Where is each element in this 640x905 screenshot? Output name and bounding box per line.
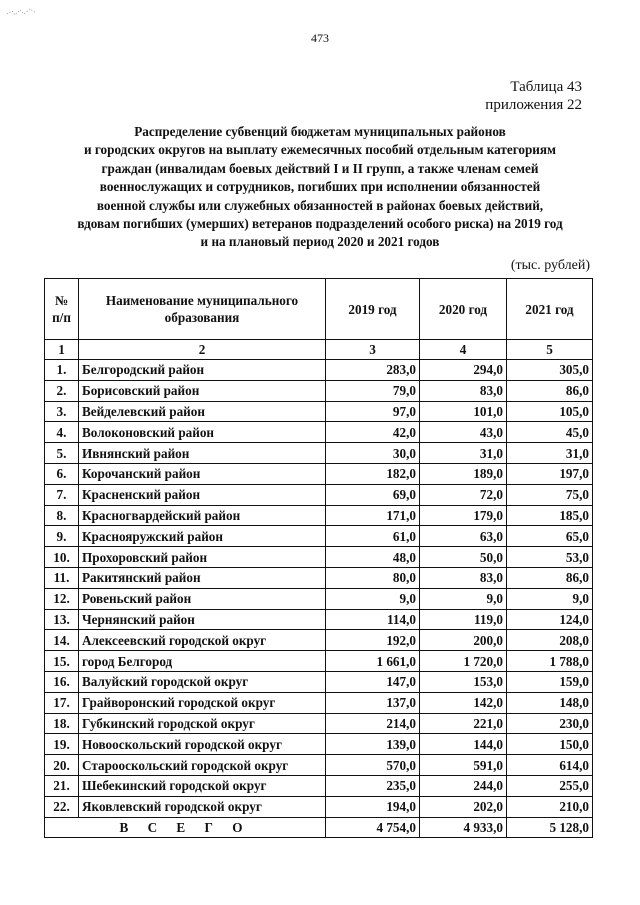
value-2021: 185,0 [507,505,593,526]
value-2019: 80,0 [326,567,420,588]
column-index: 1 [45,340,79,360]
value-2021: 255,0 [507,775,593,796]
units-label: (тыс. рублей) [510,258,590,273]
value-2020: 43,0 [420,422,507,443]
scan-speckle-mark [6,6,40,20]
value-2019: 30,0 [326,443,420,464]
municipality-name: Шебекинский городской округ [79,775,326,796]
municipality-name: Борисовский район [79,380,326,401]
row-number: 21. [45,775,79,796]
value-2019: 283,0 [326,360,420,381]
value-2020: 200,0 [420,630,507,651]
value-2019: 9,0 [326,588,420,609]
value-2021: 230,0 [507,713,593,734]
value-2019: 182,0 [326,463,420,484]
table-row [45,401,593,422]
total-2019: 4 754,0 [326,817,420,838]
value-2019: 137,0 [326,692,420,713]
row-number: 15. [45,651,79,672]
row-number: 2. [45,380,79,401]
row-number: 5. [45,443,79,464]
value-2020: 9,0 [420,588,507,609]
value-2020: 142,0 [420,692,507,713]
value-2019: 139,0 [326,734,420,755]
value-2020: 153,0 [420,671,507,692]
table-row [45,755,593,776]
municipality-name: Ивнянский район [79,443,326,464]
municipality-name: Ровеньский район [79,588,326,609]
row-number: 16. [45,671,79,692]
column-index-row [45,340,593,360]
value-2019: 48,0 [326,547,420,568]
row-number: 22. [45,796,79,817]
row-number: 18. [45,713,79,734]
value-2020: 83,0 [420,380,507,401]
value-2019: 214,0 [326,713,420,734]
value-2020: 144,0 [420,734,507,755]
table-row [45,567,593,588]
row-number: 10. [45,547,79,568]
municipality-name: Грайворонский городской округ [79,692,326,713]
value-2019: 171,0 [326,505,420,526]
row-number: 1. [45,360,79,381]
municipality-name: Краснояружский район [79,526,326,547]
value-2021: 9,0 [507,588,593,609]
value-2021: 614,0 [507,755,593,776]
title-line: Распределение субвенций бюджетам муниципальных районов [134,124,506,139]
value-2021: 86,0 [507,380,593,401]
value-2021: 197,0 [507,463,593,484]
header-2020: 2020 год [420,279,507,340]
row-number: 11. [45,567,79,588]
value-2021: 159,0 [507,671,593,692]
table-row [45,380,593,401]
value-2021: 86,0 [507,567,593,588]
value-2020: 1 720,0 [420,651,507,672]
value-2020: 72,0 [420,484,507,505]
row-number: 20. [45,755,79,776]
column-index: 2 [79,340,326,360]
value-2021: 148,0 [507,692,593,713]
value-2019: 69,0 [326,484,420,505]
value-2021: 208,0 [507,630,593,651]
header-2021: 2021 год [507,279,593,340]
column-index: 3 [326,340,420,360]
municipality-name: Красненский район [79,484,326,505]
value-2019: 570,0 [326,755,420,776]
row-number: 6. [45,463,79,484]
table-row [45,484,593,505]
value-2020: 101,0 [420,401,507,422]
municipality-name: Корочанский район [79,463,326,484]
municipality-name: Алексеевский городской округ [79,630,326,651]
value-2019: 61,0 [326,526,420,547]
value-2019: 114,0 [326,609,420,630]
title-line: и на плановый период 2020 и 2021 годов [200,234,440,250]
table-reference-line: приложения 22 [485,97,582,113]
table-row [45,505,593,526]
value-2020: 202,0 [420,796,507,817]
table-body [45,360,593,818]
value-2021: 65,0 [507,526,593,547]
table-row [45,692,593,713]
table-row [45,713,593,734]
table-row [45,630,593,651]
header-name: Наименование муниципального образования [79,279,326,340]
municipality-name: город Белгород [79,651,326,672]
row-number: 12. [45,588,79,609]
header-2019: 2019 год [326,279,420,340]
value-2019: 194,0 [326,796,420,817]
table-row [45,360,593,381]
document-title [40,123,600,252]
table-row [45,463,593,484]
value-2021: 210,0 [507,796,593,817]
table-row [45,651,593,672]
value-2020: 63,0 [420,526,507,547]
value-2019: 147,0 [326,671,420,692]
municipality-name: Красногвардейский район [79,505,326,526]
value-2020: 119,0 [420,609,507,630]
municipality-name: Валуйский городской округ [79,671,326,692]
value-2021: 305,0 [507,360,593,381]
municipality-name: Чернянский район [79,609,326,630]
municipality-name: Ракитянский район [79,567,326,588]
row-number: 17. [45,692,79,713]
row-number: 13. [45,609,79,630]
table-row [45,734,593,755]
table-row [45,526,593,547]
value-2020: 221,0 [420,713,507,734]
value-2019: 192,0 [326,630,420,651]
value-2021: 31,0 [507,443,593,464]
total-label: В С Е Г О [45,817,326,838]
table-reference [485,78,582,114]
title-line: вдовам погибших (умерших) ветеранов подразделений особого риска) на 2019 год [77,216,563,232]
municipality-name: Новооскольский городской округ [79,734,326,755]
row-number: 7. [45,484,79,505]
value-2021: 75,0 [507,484,593,505]
table-reference-line: Таблица 43 [510,79,582,95]
row-number: 3. [45,401,79,422]
municipality-name: Вейделевский район [79,401,326,422]
subsidy-table [44,278,593,838]
value-2021: 1 788,0 [507,651,593,672]
value-2019: 1 661,0 [326,651,420,672]
header-row [45,279,593,340]
municipality-name: Волоконовский район [79,422,326,443]
table-row [45,609,593,630]
value-2020: 294,0 [420,360,507,381]
value-2020: 179,0 [420,505,507,526]
value-2020: 83,0 [420,567,507,588]
value-2020: 31,0 [420,443,507,464]
table-row [45,796,593,817]
title-line: граждан (инвалидам боевых действий I и II групп, а также членам семей [101,160,539,176]
title-line: военной службы или служебных обязанностей в районах боевых действий, [96,197,544,213]
table-row [45,671,593,692]
column-index: 5 [507,340,593,360]
municipality-name: Прохоровский район [79,547,326,568]
table-row [45,547,593,568]
title-line: военнослужащих и сотрудников, погибших при исполнении обязанностей [99,179,541,195]
page-number: 473 [311,31,329,45]
value-2020: 591,0 [420,755,507,776]
value-2020: 189,0 [420,463,507,484]
title-line: и городских округов на выплату ежемесячных пособий отдельным категориям [83,142,557,158]
row-number: 19. [45,734,79,755]
total-2020: 4 933,0 [420,817,507,838]
table-row [45,422,593,443]
header-number: № п/п [45,279,79,340]
row-number: 4. [45,422,79,443]
total-row [45,817,593,838]
table-row [45,443,593,464]
row-number: 14. [45,630,79,651]
row-number: 8. [45,505,79,526]
value-2021: 105,0 [507,401,593,422]
value-2021: 124,0 [507,609,593,630]
row-number: 9. [45,526,79,547]
municipality-name: Старооскольский городской округ [79,755,326,776]
municipality-name: Белгородский район [79,360,326,381]
value-2020: 244,0 [420,775,507,796]
value-2021: 45,0 [507,422,593,443]
value-2019: 42,0 [326,422,420,443]
table-row [45,588,593,609]
total-2021: 5 128,0 [507,817,593,838]
column-index: 4 [420,340,507,360]
municipality-name: Яковлевский городской округ [79,796,326,817]
value-2019: 97,0 [326,401,420,422]
value-2020: 50,0 [420,547,507,568]
value-2021: 150,0 [507,734,593,755]
value-2021: 53,0 [507,547,593,568]
table-row [45,775,593,796]
municipality-name: Губкинский городской округ [79,713,326,734]
value-2019: 235,0 [326,775,420,796]
value-2019: 79,0 [326,380,420,401]
